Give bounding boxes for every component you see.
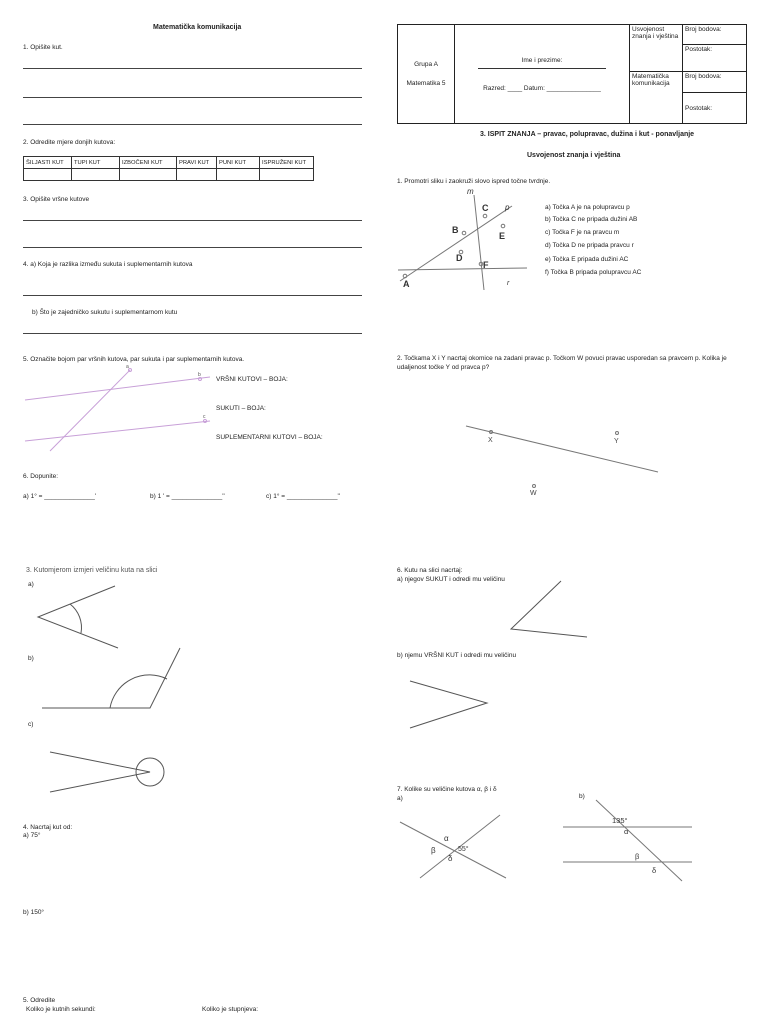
option-a[interactable]: a) Točka A je na polupravcu p bbox=[545, 204, 630, 211]
angle-figure-b bbox=[42, 648, 180, 708]
name-label: Ime i prezime: bbox=[521, 56, 563, 64]
draw-angle-b: b) 150° bbox=[23, 909, 45, 916]
group-label: Grupa A bbox=[414, 61, 438, 68]
q1-label-C: C bbox=[482, 203, 489, 213]
part-b-label: b) bbox=[28, 655, 34, 662]
determine-question: 5. Odredite bbox=[23, 997, 56, 1004]
supplementary-angles-label: SUPLEMENTARNI KUTOVI – BOJA: bbox=[216, 434, 323, 441]
option-f[interactable]: f) Točka B pripada polupravcu AC bbox=[545, 269, 642, 276]
page-title: Matematička komunikacija bbox=[153, 24, 242, 31]
vertical-angles-label: VRŠNI KUTOVI – BOJA: bbox=[216, 376, 288, 383]
question-2: 2. Odredite mjere donjih kutova: bbox=[23, 139, 116, 146]
q7b-alpha: α bbox=[624, 827, 629, 836]
q7-figure-b bbox=[563, 800, 692, 881]
table-cell[interactable] bbox=[72, 169, 120, 181]
option-b[interactable]: b) Točka C ne pripada dužini AB bbox=[545, 216, 638, 223]
answer-line bbox=[23, 295, 362, 296]
q1-label-E: E bbox=[499, 231, 506, 241]
table-header: PUNI KUT bbox=[217, 157, 260, 169]
q7-part-a: a) bbox=[397, 795, 403, 802]
seconds-question: Koliko je kutnih sekundi: bbox=[26, 1006, 96, 1013]
student-info-cell bbox=[455, 25, 630, 124]
table-cell[interactable] bbox=[177, 169, 217, 181]
q5-point-a: a bbox=[126, 364, 129, 370]
question-5: 5. Označite bojom par vršnih kutova, par sukuta i par suplementarnih kutova. bbox=[23, 356, 245, 363]
section-title: Usvojenost znanja i vještina bbox=[527, 152, 621, 159]
q7b-135: 135° bbox=[612, 816, 628, 825]
category-knowledge: Usvojenost znanja i vještina bbox=[630, 25, 683, 72]
q1-label-D: D bbox=[456, 253, 463, 263]
answer-line bbox=[23, 333, 362, 334]
angle-figure-c bbox=[50, 752, 164, 792]
q1-label-p: p bbox=[505, 203, 510, 212]
part-c-label: c) bbox=[28, 721, 34, 728]
table-cell[interactable] bbox=[260, 169, 314, 181]
table-cell[interactable] bbox=[217, 169, 260, 181]
q2-line-figure bbox=[466, 426, 658, 488]
answer-line bbox=[23, 220, 362, 221]
q2-label-Y: Y bbox=[614, 438, 619, 445]
right-question-6b: b) njemu VRŠNI KUT i odredi mu veličinu bbox=[397, 652, 517, 659]
right-question-2-line2: udaljenost točke Y od pravca p? bbox=[397, 364, 490, 371]
right-question-1: 1. Promotri sliku i zaokruži slovo ispred točne tvrdnje. bbox=[397, 178, 551, 185]
q7-part-b: b) bbox=[579, 793, 585, 800]
question-6: 6. Dopunite: bbox=[23, 473, 59, 480]
answer-line bbox=[23, 124, 362, 125]
option-e[interactable]: e) Točka E pripada dužini AC bbox=[545, 256, 629, 263]
part-a-label: a) bbox=[28, 581, 34, 588]
adjacent-angles-label: SUKUTI – BOJA: bbox=[216, 405, 266, 412]
right-question-7: 7. Kolike su veličine kutova α, β i δ bbox=[397, 786, 497, 793]
q7-figure-a bbox=[400, 815, 506, 878]
table-header: IZBOČENI KUT bbox=[120, 157, 177, 169]
q1-label-A: A bbox=[403, 279, 410, 289]
q7a-delta: δ bbox=[448, 854, 453, 863]
category-communication: Matematička komunikacija bbox=[630, 72, 683, 124]
test-title: 3. ISPIT ZNANJA – pravac, polupravac, dužina i kut - ponavljanje bbox=[480, 131, 695, 138]
angle-figure-a bbox=[38, 586, 118, 648]
q1-points-figure bbox=[398, 195, 527, 290]
right-question-6a: a) njegov SUKUT i odredi mu veličinu bbox=[397, 576, 505, 583]
draw-angle-question: 4. Nacrtaj kut od: bbox=[23, 824, 73, 831]
draw-angle-a: a) 75° bbox=[23, 832, 41, 839]
question-4a: 4. a) Koja je razlika između sukuta i suplementarnih kutova bbox=[23, 261, 193, 268]
name-field[interactable] bbox=[478, 68, 606, 69]
fill-item-a: a) 1° = ______________' bbox=[23, 493, 97, 500]
q5-figure bbox=[25, 369, 210, 452]
percent-label: Postotak: bbox=[683, 45, 747, 72]
q1-label-B: B bbox=[452, 225, 459, 235]
degrees-question: Koliko je stupnjeva: bbox=[202, 1006, 259, 1013]
fill-item-b: b) 1 ' = ______________'' bbox=[150, 493, 225, 500]
q6-angle-b bbox=[410, 681, 487, 728]
q6-angle-a bbox=[511, 581, 587, 637]
q5-point-b: b bbox=[198, 372, 201, 378]
points-label: Broj bodova: bbox=[683, 72, 747, 93]
right-question-6: 6. Kutu na slici nacrtaj: bbox=[397, 567, 463, 574]
group-cell bbox=[398, 25, 455, 124]
angle-measure-table bbox=[23, 156, 314, 181]
test-header-table bbox=[397, 24, 747, 124]
answer-line bbox=[23, 247, 362, 248]
q7a-beta: β bbox=[431, 846, 436, 855]
subject-label: Matematika 5 bbox=[406, 80, 446, 87]
q1-label-F: F bbox=[483, 260, 489, 270]
q7b-delta: δ bbox=[652, 866, 657, 875]
question-1: 1. Opišite kut. bbox=[23, 44, 63, 51]
protractor-question: 3. Kutomjerom izmjeri veličinu kuta na slici bbox=[26, 567, 158, 574]
table-cell[interactable] bbox=[120, 169, 177, 181]
answer-line bbox=[23, 68, 362, 69]
fill-item-c: c) 1° = ______________'' bbox=[266, 493, 340, 500]
table-header: ŠILJASTI KUT bbox=[24, 157, 72, 169]
table-header: ISPRUŽENI KUT bbox=[260, 157, 314, 169]
option-c[interactable]: c) Točka F je na pravcu m bbox=[545, 229, 620, 236]
right-question-2-line1: 2. Točkama X i Y nacrtaj okomice na zadani pravac p. Točkom W povuci pravac usporedan sa pravcem p. Kolika je bbox=[397, 355, 727, 362]
class-date-label: Razred: ____ Datum: _______________ bbox=[483, 84, 601, 92]
q5-point-c: c bbox=[203, 414, 206, 420]
q2-label-X: X bbox=[488, 437, 493, 444]
points-label: Broj bodova: bbox=[683, 25, 747, 45]
q1-label-r: r bbox=[507, 280, 510, 287]
q2-label-W: W bbox=[530, 490, 537, 497]
table-header: TUPI KUT bbox=[72, 157, 120, 169]
q7a-alpha: α bbox=[444, 834, 449, 843]
question-4b: b) Što je zajedničko sukutu i suplementarnom kutu bbox=[32, 309, 178, 316]
option-d[interactable]: d) Točka D ne pripada pravcu r bbox=[545, 242, 634, 249]
table-cell[interactable] bbox=[24, 169, 72, 181]
question-3: 3. Opišite vršne kutove bbox=[23, 196, 90, 203]
table-header: PRAVI KUT bbox=[177, 157, 217, 169]
q7b-beta: β bbox=[635, 852, 640, 861]
answer-line bbox=[23, 97, 362, 98]
percent-label: Postotak: bbox=[683, 93, 747, 124]
q1-label-m: m bbox=[467, 187, 474, 196]
q7a-55: 55° bbox=[458, 846, 469, 853]
